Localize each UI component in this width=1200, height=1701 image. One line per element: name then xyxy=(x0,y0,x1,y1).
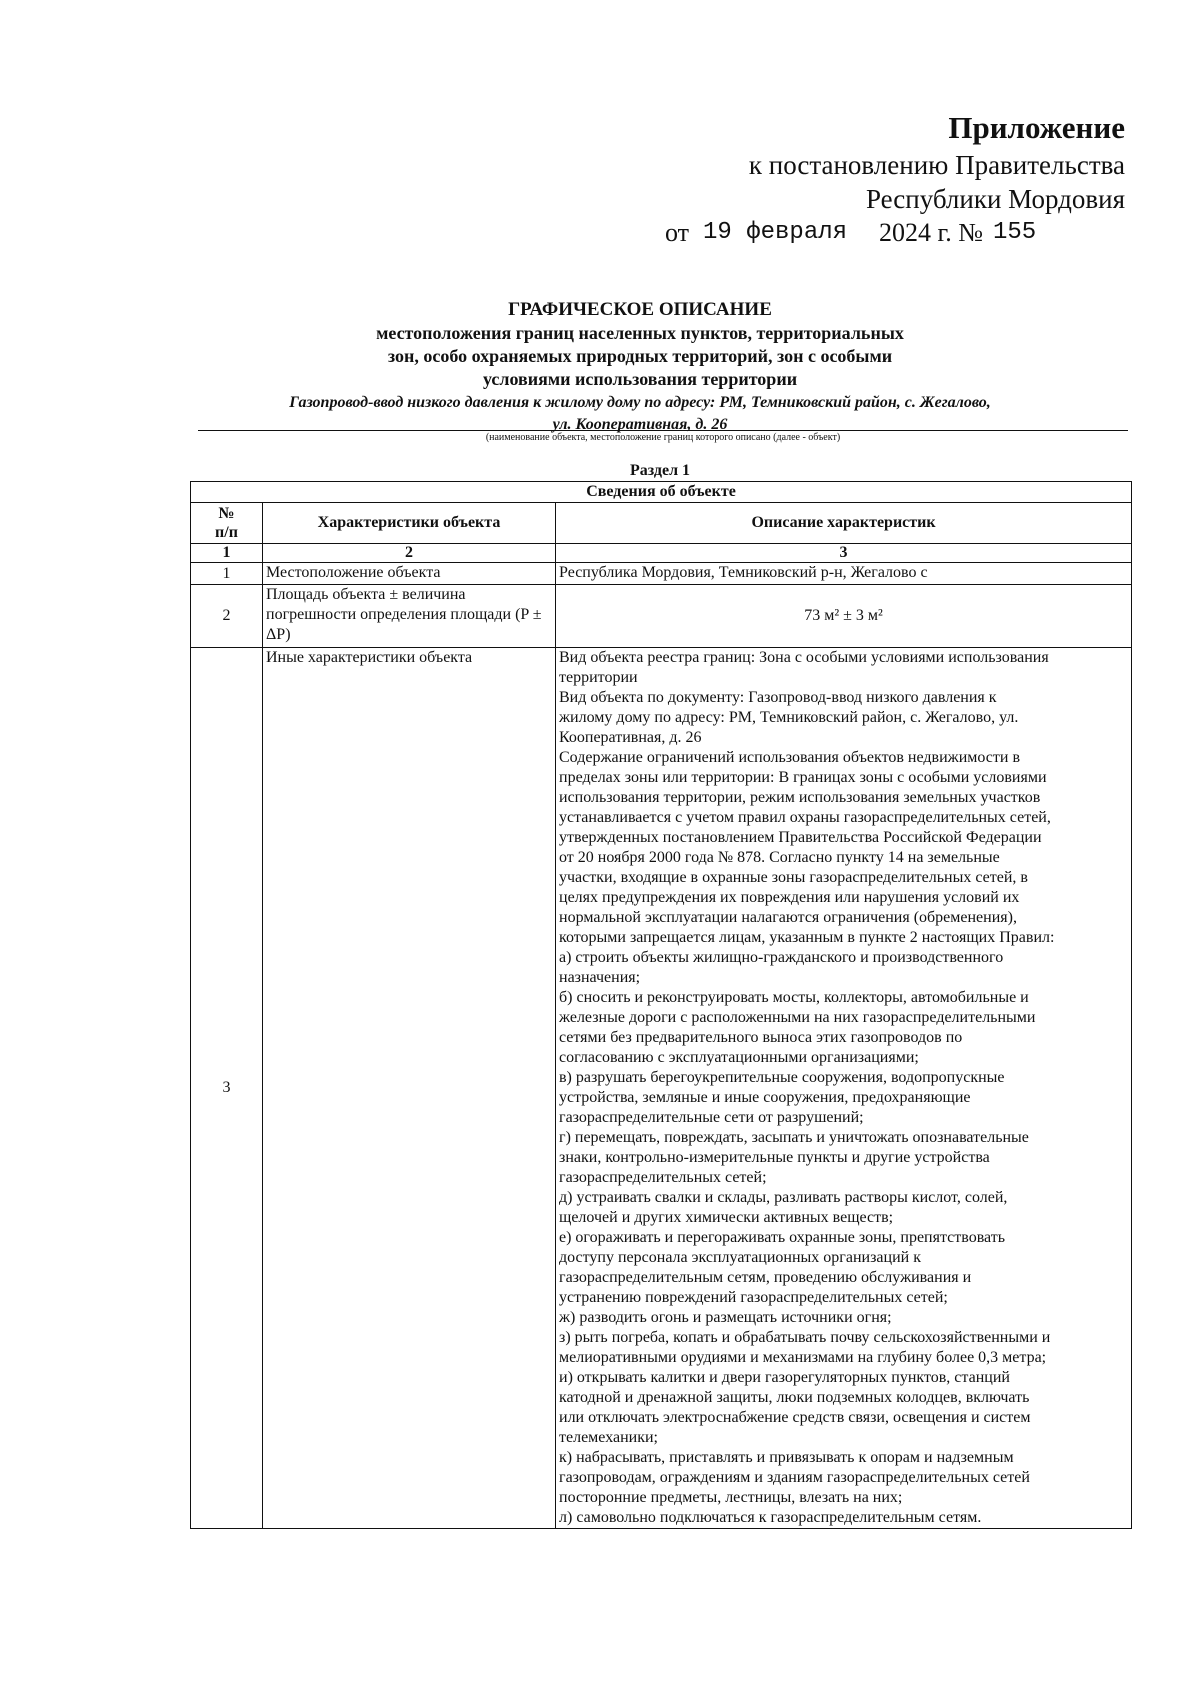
description-line: б) сносить и реконструировать мосты, коллекторы, автомобильные и xyxy=(559,989,1029,1006)
header-number: № п/п xyxy=(191,503,263,544)
appendix-date-line xyxy=(665,216,1125,250)
description-line: л) самовольно подключаться к газораспределительным сетям. xyxy=(559,1509,982,1526)
description-line: нормальной эксплуатации налагаются ограничения (обременения), xyxy=(559,909,1017,926)
description-line: д) устраивать свалки и склады, разливать растворы кислот, солей, xyxy=(559,1189,1008,1206)
description-line: утвержденных постановлением Правительства Российской Федерации xyxy=(559,829,1042,846)
description-line: ж) разводить огонь и размещать источники огня; xyxy=(559,1309,892,1326)
description-line: е) огораживать и перегораживать охранные зоны, препятствовать xyxy=(559,1229,1006,1246)
row-description xyxy=(556,648,1132,1529)
description-line: знаки, контрольно-измерительные пункты и другие устройства xyxy=(559,1149,990,1166)
description-line: телемеханики; xyxy=(559,1429,658,1446)
table-row xyxy=(191,563,1132,585)
heading-main: ГРАФИЧЕСКОЕ ОПИСАНИЕ xyxy=(508,299,772,320)
section-title: Раздел 1 xyxy=(629,462,691,479)
description-line: участки, входящие в охранные зоны газораспределительных сетей, в xyxy=(559,869,1028,886)
table-title: Сведения об объекте xyxy=(191,482,1132,503)
description-line: Кооперативная, д. 26 xyxy=(559,729,702,746)
description-line: и) открывать калитки и двери газорегуляторных пунктов, станций xyxy=(559,1369,1010,1386)
description-line: железные дороги с расположенными на них газораспределительными xyxy=(559,1009,1036,1026)
description-line: пределах зоны или территории: В границах зоны с особыми условиями xyxy=(559,769,1047,786)
description-line: а) строить объекты жилищно-гражданского и производственного xyxy=(559,949,1004,966)
document-number: 155 xyxy=(993,219,1037,246)
description-line: использования территории, режим использования земельных участков xyxy=(559,789,1041,806)
description-line: или отключать электроснабжение средств связи, освещения и систем xyxy=(559,1409,1031,1426)
description-line: Вид объекта по документу: Газопровод-ввод низкого давления к xyxy=(559,689,997,706)
description-line: газораспределительных сетей; xyxy=(559,1169,767,1186)
heading-sub-1: местоположения границ населенных пунктов, территориальных xyxy=(376,323,904,343)
description-line: г) перемещать, повреждать, засыпать и уничтожать опознавательные xyxy=(559,1129,1029,1146)
description-line: Вид объекта реестра границ: Зона с особыми условиями использования xyxy=(559,649,1049,666)
object-name-rule xyxy=(198,430,1128,431)
description-line: газораспределительным сетям, проведению обслуживания и xyxy=(559,1269,972,1286)
heading-sub-3: условиями использования территории xyxy=(482,369,798,389)
table-row xyxy=(191,648,1132,1529)
description-line: мелиоративными орудиями и механизмами на глубину более 0,3 метра; xyxy=(559,1349,1047,1366)
description-line: з) рыть погреба, копать и обрабатывать почву сельскохозяйственными и xyxy=(559,1329,1051,1346)
appendix-line-1: к постановлению Правительства xyxy=(748,150,1125,180)
object-name-line-2: ул. Кооперативная, д. 26 xyxy=(552,416,728,433)
row-characteristic: Местоположение объекта xyxy=(263,563,556,585)
description-line: доступу персонала эксплуатационных организаций к xyxy=(559,1249,921,1266)
date-day-month: 19 февраля xyxy=(703,219,848,246)
description-line: которыми запрещается лицам, указанным в пункте 2 настоящих Правил: xyxy=(559,929,1055,946)
date-year: 2024 г. № xyxy=(879,218,984,247)
description-line: жилому дому по адресу: РМ, Темниковский район, с. Жегалово, ул. xyxy=(559,709,1019,726)
description-line: сетями без предварительного выноса этих газопроводов по xyxy=(559,1029,963,1046)
description-line: устройства, земляные и иные сооружения, предохраняющие xyxy=(559,1089,971,1106)
description-line: к) набрасывать, приставлять и привязывать к опорам и надземным xyxy=(559,1449,1014,1466)
description-line: устранению повреждений газораспределительных сетей; xyxy=(559,1289,948,1306)
description-line: щелочей и других химически активных веществ; xyxy=(559,1209,894,1226)
description-line: от 20 ноября 2000 года № 878. Согласно пункту 14 на земельные xyxy=(559,849,1000,866)
heading-sub-2: зон, особо охраняемых природных территорий, зон с особыми xyxy=(387,346,893,366)
appendix-block xyxy=(665,108,1125,250)
row-description: 73 м² ± 3 м² xyxy=(556,585,1132,648)
description-line: газопроводам, ограждениям и зданиям газораспределительных сетей xyxy=(559,1469,1030,1486)
description-line: согласованию с эксплуатационными организациями; xyxy=(559,1049,919,1066)
description-line: территории xyxy=(559,669,638,686)
index-cell-2: 2 xyxy=(263,544,556,563)
description-line: газораспределительные сети от разрушений; xyxy=(559,1109,864,1126)
object-name-line-1: Газопровод-ввод низкого давления к жилому дому по адресу: РМ, Темниковский район, с. Жегалово, xyxy=(289,394,991,411)
date-prefix: от xyxy=(665,218,690,247)
row-characteristic: Иные характеристики объекта xyxy=(263,648,556,1529)
description-line: Содержание ограничений использования объектов недвижимости в xyxy=(559,749,1020,766)
description-line: катодной и дренажной защиты, люки подземных колодцев, включать xyxy=(559,1389,1030,1406)
appendix-title: Приложение xyxy=(948,110,1125,145)
index-cell-1: 1 xyxy=(191,544,263,563)
object-info-table xyxy=(190,481,1132,1529)
document-heading xyxy=(190,298,1090,435)
header-characteristics: Характеристики объекта xyxy=(263,503,556,544)
appendix-line-2: Республики Мордовия xyxy=(865,184,1125,214)
table-row xyxy=(191,585,1132,648)
description-line: в) разрушать берегоукрепительные сооружения, водопропускные xyxy=(559,1069,1005,1086)
row-description: Республика Мордовия, Темниковский р-н, Жегалово с xyxy=(556,563,1132,585)
row-number: 1 xyxy=(191,563,263,585)
row-characteristic: Площадь объекта ± величина погрешности определения площади (P ± ΔP) xyxy=(263,585,556,648)
description-line: целях предупреждения их повреждения или нарушения условий их xyxy=(559,889,1020,906)
description-line: назначения; xyxy=(559,969,641,986)
index-cell-3: 3 xyxy=(556,544,1132,563)
row-number: 3 xyxy=(191,648,263,1529)
description-line: устанавливается с учетом правил охраны газораспределительных сетей, xyxy=(559,809,1051,826)
description-line: посторонние предметы, лестницы, влезать на них; xyxy=(559,1489,903,1506)
header-description: Описание характеристик xyxy=(556,503,1132,544)
object-name-caption: (наименование объекта, местоположение границ которого описано (далее - объект) xyxy=(485,432,841,443)
row-number: 2 xyxy=(191,585,263,648)
